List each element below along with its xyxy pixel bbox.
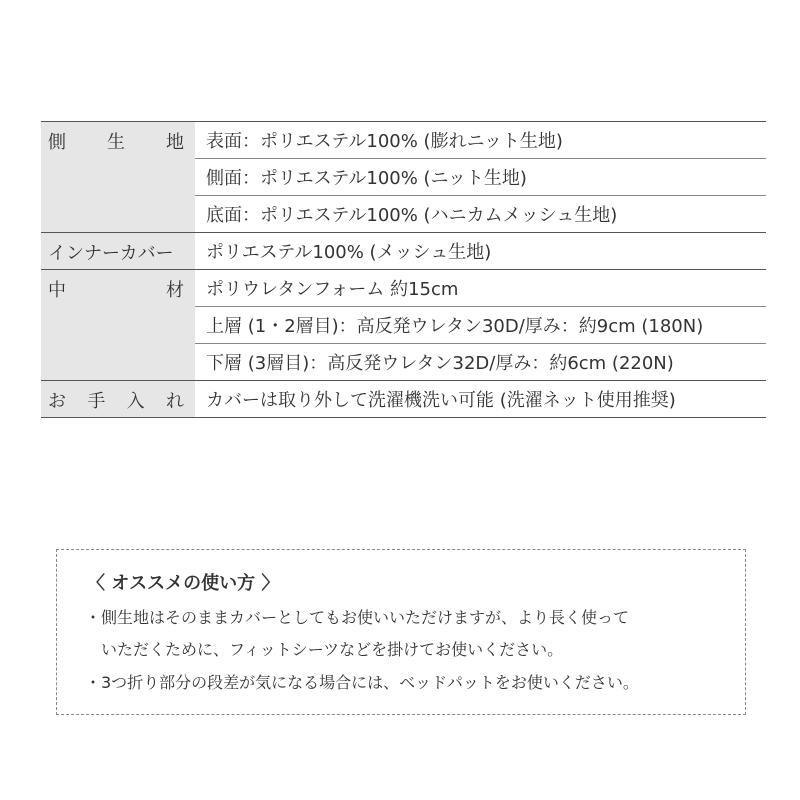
label-char: お [48, 391, 66, 412]
spec-value: 下層 (3層目)：高反発ウレタン32D/厚み：約6cm (220N) [195, 344, 766, 381]
spec-value: 上層 (1・2層目)：高反発ウレタン30D/厚み：約9cm (180N) [195, 307, 766, 344]
table-row [41, 233, 766, 270]
row-label-inner-cover [41, 233, 195, 270]
spec-value: ポリウレタンフォーム 約15cm [195, 270, 766, 307]
spec-value: 側面：ポリエステル100% (ニット生地) [195, 159, 766, 196]
table-row [41, 381, 766, 418]
label-char: 側 [48, 132, 66, 153]
row-label-filling [41, 270, 195, 381]
label-char: 入 [126, 391, 145, 412]
table-row [41, 270, 766, 307]
spec-value: 底面：ポリエステル100% (ハニカムメッシュ生地) [195, 196, 766, 233]
row-label-fabric [41, 122, 195, 233]
label-char: 地 [166, 132, 184, 153]
table-row [41, 122, 766, 159]
notes-line: いただくために、フィットシーツなどを掛けてお使いください。 [101, 640, 564, 659]
spec-table [41, 121, 766, 418]
notes-line: ・側生地はそのままカバーとしてもお使いいただけますが、より長く使って [85, 608, 630, 627]
label-char: 生 [107, 132, 125, 153]
label-char: れ [165, 391, 184, 412]
spec-value: ポリエステル100% (メッシュ生地) [195, 233, 766, 270]
notes-line: ・3つ折り部分の段差が気になる場合には、ベッドパットをお使いください。 [85, 673, 639, 692]
recommendation-box [56, 549, 746, 715]
label-char: 材 [166, 280, 184, 301]
spec-value: 表面：ポリエステル100% (膨れニット生地) [195, 122, 766, 159]
label-text: インナーカバー [48, 243, 174, 264]
label-char: 手 [87, 391, 106, 412]
spec-value: カバーは取り外して洗濯機洗い可能 (洗濯ネット使用推奨) [195, 381, 766, 418]
row-label-care [41, 381, 195, 418]
label-char: 中 [48, 280, 66, 301]
notes-title: 〈 オススメの使い方 〉 [87, 573, 280, 594]
